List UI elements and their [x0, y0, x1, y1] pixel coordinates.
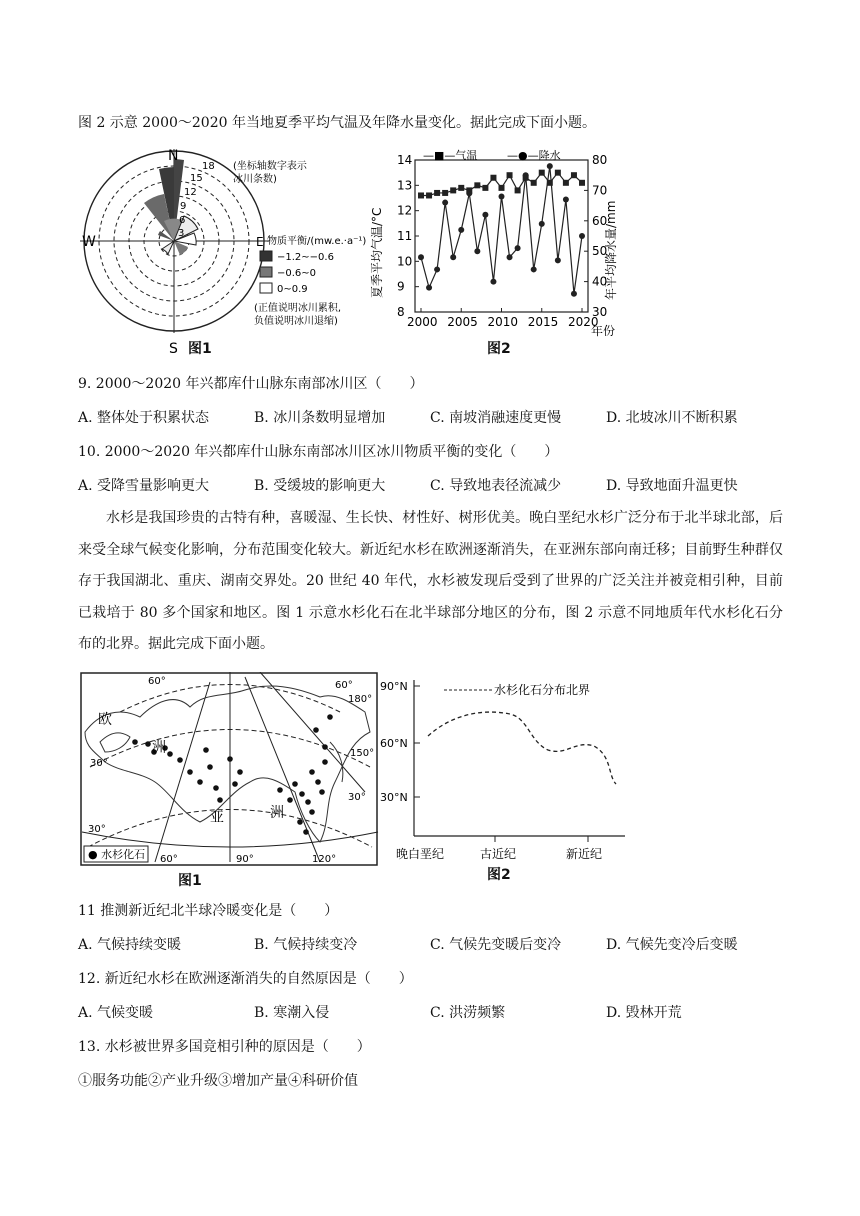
coord-label-9: 90°	[236, 854, 254, 865]
precipitation-point	[563, 197, 569, 203]
y-tick-30: 30°N	[380, 791, 408, 804]
precipitation-point	[474, 248, 480, 254]
q11-option-d[interactable]: D. 气候先变冷后变暖	[606, 937, 738, 953]
q9-option-d[interactable]: D. 北坡冰川不断积累	[606, 410, 738, 426]
intro-text: 图 2 示意 2000～2020 年当地夏季平均气温及年降水量变化。据此完成下面小题。	[78, 115, 596, 131]
question-11-stem: 11 推测新近纪北半球冷暖变化是（ ）	[78, 903, 339, 919]
y-left-tick-label: 11	[397, 229, 413, 243]
q12-option-b[interactable]: B. 寒潮入侵	[254, 1005, 330, 1021]
precipitation-point	[442, 200, 448, 206]
coord-label-5: 30°	[90, 758, 108, 769]
question-11-options	[78, 934, 778, 954]
legend-swatch-mid	[260, 267, 272, 277]
legend-swatch-dark	[260, 251, 272, 261]
temperature-point	[571, 172, 577, 178]
x-tick-label: 2015	[527, 315, 559, 329]
map-caption: 图1	[178, 873, 202, 889]
metasequoia-fossil-map	[80, 672, 380, 890]
ring-label-15: 15	[190, 173, 203, 184]
y-right-tick-label: 40	[592, 274, 608, 289]
temperature-point	[442, 190, 448, 196]
temperature-point	[499, 185, 505, 191]
q12-option-d[interactable]: D. 毁林开荒	[606, 1005, 682, 1021]
precipitation-point	[555, 257, 561, 263]
question-9-stem: 9. 2000～2020 年兴都库什山脉东南部冰川区（ ）	[78, 376, 424, 392]
compass-s: S	[169, 341, 178, 357]
y-tick-60: 60°N	[380, 737, 408, 750]
q10-option-a[interactable]: A. 受降雪量影响更大	[78, 478, 210, 494]
boundary-curve	[428, 712, 616, 784]
coord-label-3: 180°	[348, 694, 373, 705]
temperature-precipitation-chart	[365, 148, 630, 338]
precipitation-point	[531, 266, 537, 272]
footnote-1: (正值说明冰川累积,	[254, 303, 342, 314]
x-axis-label: 年份	[591, 324, 616, 338]
x-tick-label: 2000	[407, 315, 438, 329]
label-asia-2: 洲	[270, 805, 284, 821]
compass-e: E	[256, 235, 264, 249]
precipitation-point	[458, 227, 464, 233]
q12-option-c[interactable]: C. 洪涝频繁	[430, 1005, 506, 1021]
label-asia-1: 亚	[210, 810, 224, 826]
q9-option-a[interactable]: A. 整体处于积累状态	[78, 410, 210, 426]
y-right-tick-label: 70	[592, 183, 608, 198]
temperature-point	[474, 182, 480, 188]
precipitation-point	[434, 266, 440, 272]
legend-precip: —●—降水	[507, 149, 561, 162]
ring-label-18: 18	[202, 161, 215, 172]
curve-title: 水杉化石分布北界	[494, 683, 591, 697]
q10-option-d[interactable]: D. 导致地面升温更快	[606, 478, 738, 494]
metasequoia-passage	[78, 503, 783, 661]
coord-label-10: 120°	[312, 854, 337, 865]
precipitation-point	[571, 291, 577, 297]
x-tick-paleogene: 古近纪	[480, 847, 517, 861]
q9-option-c[interactable]: C. 南坡消融速度更慢	[430, 410, 562, 426]
coord-label-7: 30°	[88, 824, 106, 835]
y-left-label: 夏季平均气温/°C	[370, 207, 384, 298]
temperature-point	[490, 175, 496, 181]
q10-option-b[interactable]: B. 受缓坡的影响更大	[254, 478, 386, 494]
precipitation-point	[466, 190, 472, 196]
legend-item-2: −0.6~0	[277, 268, 317, 279]
ring-label-6: 6	[179, 215, 186, 226]
legend-item-3: 0~0.9	[277, 284, 308, 295]
label-europe-1: 欧	[98, 712, 112, 728]
y-right-tick-label: 80	[592, 153, 608, 167]
q11-option-a[interactable]: A. 气候持续变暖	[78, 937, 182, 953]
q11-option-b[interactable]: B. 气候持续变冷	[254, 937, 358, 953]
precipitation-point	[507, 254, 513, 260]
temperature-point	[555, 170, 561, 176]
y-right-label: 年平均降水量/mm	[604, 200, 618, 300]
coord-label-1: 60°	[148, 676, 166, 687]
precipitation-point	[490, 279, 496, 285]
temperature-point	[434, 190, 440, 196]
precipitation-point	[450, 254, 456, 260]
q9-option-b[interactable]: B. 冰川条数明显增加	[254, 410, 386, 426]
map-legend: ● 水杉化石	[88, 848, 146, 861]
y-right-tick-label: 30	[592, 305, 608, 319]
ring-label-3: 3	[178, 228, 185, 239]
temperature-point	[450, 187, 456, 193]
precipitation-point	[426, 285, 432, 291]
coord-label-6: 30°	[348, 792, 366, 803]
figure-4-caption: 图2	[487, 867, 511, 883]
axis-note-2: 冰川条数)	[233, 174, 277, 185]
legend-title: 物质平衡/(mw.e.·a⁻¹)	[267, 236, 367, 247]
footnote-2: 负值说明冰川退缩)	[254, 316, 338, 327]
x-tick-label: 2020	[568, 315, 599, 329]
temperature-point	[458, 185, 464, 191]
y-right-tick-label: 60	[592, 213, 608, 228]
precipitation-point	[515, 245, 521, 251]
ring-label-9: 9	[180, 201, 187, 212]
coord-label-2: 60°	[335, 680, 353, 691]
question-13-stem: 13. 水杉被世界多国竞相引种的原因是（ ）	[78, 1039, 371, 1055]
x-tick-label: 2010	[487, 315, 519, 329]
legend-temp: —■—气温	[423, 149, 478, 162]
y-left-tick-label: 9	[397, 279, 405, 294]
compass-n: N	[168, 148, 179, 164]
figure-1-caption: 图1	[188, 341, 212, 357]
question-12-options	[78, 1002, 778, 1022]
temperature-point	[579, 180, 585, 186]
temperature-point	[418, 192, 424, 198]
precipitation-point	[523, 172, 529, 178]
fossil-boundary-chart	[380, 676, 640, 868]
q11-option-c[interactable]: C. 气候先变暖后变冷	[430, 937, 562, 953]
question-9-options	[78, 407, 778, 427]
temperature-point	[531, 180, 537, 186]
y-left-tick-label: 10	[397, 254, 413, 269]
temperature-point	[563, 180, 569, 186]
q12-option-a[interactable]: A. 气候变暖	[78, 1005, 154, 1021]
ring-label-12: 12	[184, 187, 197, 198]
question-12-stem: 12. 新近纪水杉在欧洲逐渐消失的自然原因是（ ）	[78, 971, 413, 987]
legend-swatch-white	[260, 283, 272, 293]
precipitation-point	[482, 212, 488, 218]
coord-label-4: 150°	[350, 748, 375, 759]
y-left-tick-label: 12	[397, 203, 413, 218]
temperature-point	[507, 172, 513, 178]
x-tick-late-cretaceous: 晚白垩纪	[396, 847, 445, 861]
question-13-items: ①服务功能②产业升级③增加产量④科研价值	[78, 1073, 358, 1089]
passage-text: 水杉是我国珍贵的古特有种，喜暖湿、生长快、材性好、树形优美。晚白垩纪水杉广泛分布于北半球北部，后来受全球气候变化影响，分布范围变化较大。新近纪水杉在欧洲逐渐消失，在亚洲东部向南迁移；目前野生种群仅存于我国湖北、重庆、湖南交界处。20 世纪 40 年代，水杉被发现后受到了世界的广泛关注并被竞相引种，目前已栽培于 80 多个国家和地区。图 1 示意水杉化石在北半球部分地区的分布，图 2 示意不同地质年代水杉化石分布的北界。据此完成下面小题。	[78, 510, 783, 652]
y-left-tick-label: 14	[397, 153, 413, 167]
x-tick-label: 2005	[447, 315, 478, 329]
q10-option-c[interactable]: C. 导致地表径流减少	[430, 478, 562, 494]
question-10-options	[78, 475, 778, 495]
axis-note-1: (坐标轴数字表示	[233, 161, 307, 172]
temperature-point	[539, 170, 545, 176]
precipitation-point	[579, 233, 585, 239]
temperature-point	[426, 192, 432, 198]
y-left-tick-label: 8	[397, 305, 405, 319]
label-europe-2: 洲	[152, 740, 166, 756]
temperature-point	[515, 187, 521, 193]
precipitation-point	[547, 163, 553, 169]
y-left-tick-label: 13	[397, 178, 413, 193]
precipitation-point	[499, 193, 505, 199]
y-right-tick-label: 50	[592, 244, 608, 259]
compass-w: W	[82, 234, 96, 250]
question-10-stem: 10. 2000～2020 年兴都库什山脉东南部冰川区冰川物质平衡的变化（ ）	[78, 444, 559, 460]
x-tick-neogene: 新近纪	[566, 847, 603, 861]
precipitation-point	[418, 254, 424, 260]
precipitation-point	[539, 221, 545, 227]
coord-label-8: 60°	[160, 854, 178, 865]
temperature-point	[482, 185, 488, 191]
legend-item-1: −1.2~−0.6	[277, 252, 334, 263]
figure-2-caption: 图2	[487, 341, 511, 357]
glacier-rose-figure	[80, 145, 370, 357]
y-tick-90: 90°N	[380, 680, 408, 693]
